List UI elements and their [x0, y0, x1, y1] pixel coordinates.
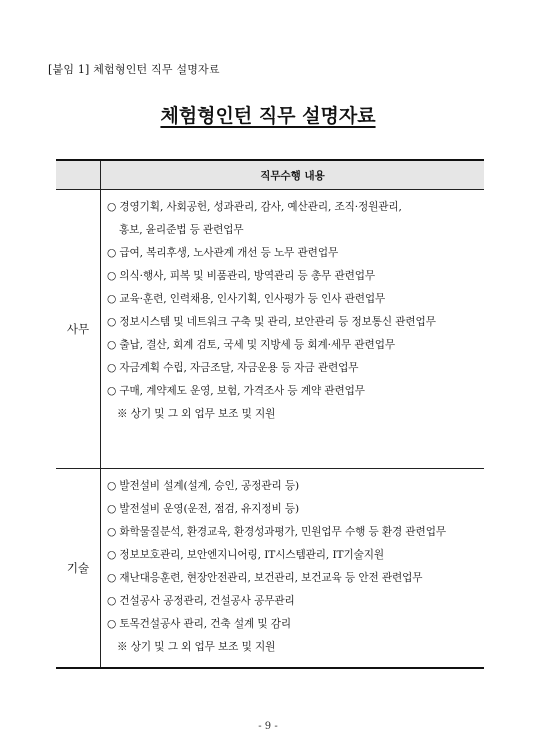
list-item: ○ 화학물질분석, 환경교육, 환경성과평가, 민원업무 수행 등 환경 관련업무	[107, 526, 446, 538]
list-item: ○ 교육·훈련, 인력채용, 인사기획, 인사평가 등 인사 관련업무	[107, 293, 386, 305]
page-number: - 9 -	[258, 721, 278, 732]
list-item: ○ 경영기획, 사회공헌, 성과관리, 감사, 예산관리, 조직·정원관리,	[107, 201, 402, 213]
table-header-row	[56, 160, 484, 190]
category-cell: 사무	[56, 190, 101, 469]
list-item: ○ 발전설비 설계(설계, 승인, 공정관리 등)	[107, 480, 300, 492]
list-item: ○ 정보시스템 및 네트워크 구축 및 관리, 보안관리 등 정보통신 관련업무	[107, 316, 436, 328]
attachment-label: [붙임 1] 체험형인턴 직무 설명자료	[48, 63, 220, 76]
list-item: ○ 출납, 결산, 회계 검토, 국세 및 지방세 등 회계·세무 관련업무	[107, 339, 395, 351]
list-item: ○ 토목건설공사 관리, 건축 설계 및 감리	[107, 618, 292, 630]
list-item: ○ 급여, 복리후생, 노사관계 개선 등 노무 관련업무	[107, 247, 339, 259]
list-item: 홍보, 윤리준법 등 관련업무	[119, 224, 244, 236]
list-item: ○ 정보보호관리, 보안엔지니어링, IT시스템관리, IT기술지원	[107, 549, 385, 561]
table-row-technical	[56, 469, 484, 669]
list-item: ○ 의식·행사, 피복 및 비품관리, 방역관리 등 총무 관련업무	[107, 270, 376, 282]
items-cell	[101, 469, 485, 669]
note-item: ※ 상기 및 그 외 업무 보조 및 지원	[117, 641, 276, 653]
list-item: ○ 자금계획 수립, 자금조달, 자금운용 등 자금 관련업무	[107, 362, 359, 374]
list-item: ○ 건설공사 공정관리, 건설공사 공무관리	[107, 595, 295, 607]
note-item: ※ 상기 및 그 외 업무 보조 및 지원	[117, 408, 276, 420]
duty-table	[56, 159, 484, 669]
document-title: 체험형인턴 직무 설명자료	[160, 105, 376, 127]
header-blank-cell	[56, 160, 101, 190]
items-cell	[101, 190, 485, 469]
column-header: 직무수행 내용	[101, 160, 485, 190]
table-row-office	[56, 190, 484, 469]
category-cell: 기술	[56, 469, 101, 669]
list-item: ○ 발전설비 운영(운전, 점검, 유지정비 등)	[107, 503, 300, 515]
list-item: ○ 재난대응훈련, 현장안전관리, 보건관리, 보건교육 등 안전 관련업무	[107, 572, 423, 584]
list-item: ○ 구매, 계약제도 운영, 보험, 가격조사 등 계약 관련업무	[107, 385, 365, 397]
